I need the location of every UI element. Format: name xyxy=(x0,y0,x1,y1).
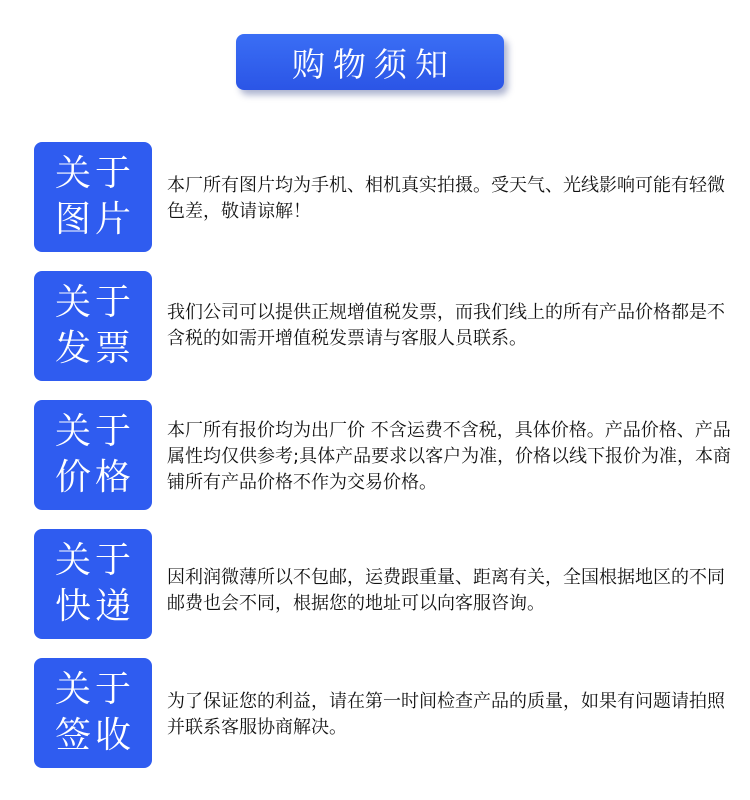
badge-label-line2: 签收 xyxy=(54,715,135,756)
section-price-badge xyxy=(34,400,152,510)
badge-label-line1: 关于 xyxy=(54,153,135,194)
page-title: 购物须知 xyxy=(292,44,456,84)
section-pictures xyxy=(34,142,734,252)
badge-label-line1: 关于 xyxy=(54,411,135,452)
section-invoice xyxy=(34,271,734,381)
section-invoice-text: 我们公司可以提供正规增值税发票，而我们线上的所有产品价格都是不含税的如需开增值税发票请与客服人员联系。 xyxy=(167,302,725,349)
section-invoice-badge xyxy=(34,271,152,381)
section-receipt xyxy=(34,658,734,768)
section-delivery-badge xyxy=(34,529,152,639)
section-receipt-text: 为了保证您的利益，请在第一时间检查产品的质量，如果有问题请拍照并联系客服协商解决。 xyxy=(167,691,725,738)
badge-label-line1: 关于 xyxy=(54,540,135,581)
badge-label-line1: 关于 xyxy=(54,282,135,323)
section-receipt-badge xyxy=(34,658,152,768)
section-delivery xyxy=(34,529,734,639)
section-delivery-text: 因利润微薄所以不包邮，运费跟重量、距离有关，全国根据地区的不同邮费也会不同，根据您的地址可以向客服咨询。 xyxy=(167,567,725,614)
section-price-text: 本厂所有报价均为出厂价 不含运费不含税，具体价格。产品价格、产品属性均仅供参考;具体产品要求以客户为准，价格以线下报价为准，本商铺所有产品价格不作为交易价格。 xyxy=(167,420,732,493)
badge-label-line2: 价格 xyxy=(54,457,135,498)
badge-label-line2: 发票 xyxy=(54,328,135,369)
page-title-banner xyxy=(236,34,504,90)
badge-label-line1: 关于 xyxy=(54,669,135,710)
section-price xyxy=(34,400,734,510)
section-pictures-text: 本厂所有图片均为手机、相机真实拍摄。受天气、光线影响可能有轻微色差，敬请谅解！ xyxy=(167,175,725,222)
badge-label-line2: 图片 xyxy=(54,199,135,240)
section-pictures-badge xyxy=(34,142,152,252)
badge-label-line2: 快递 xyxy=(54,586,135,627)
